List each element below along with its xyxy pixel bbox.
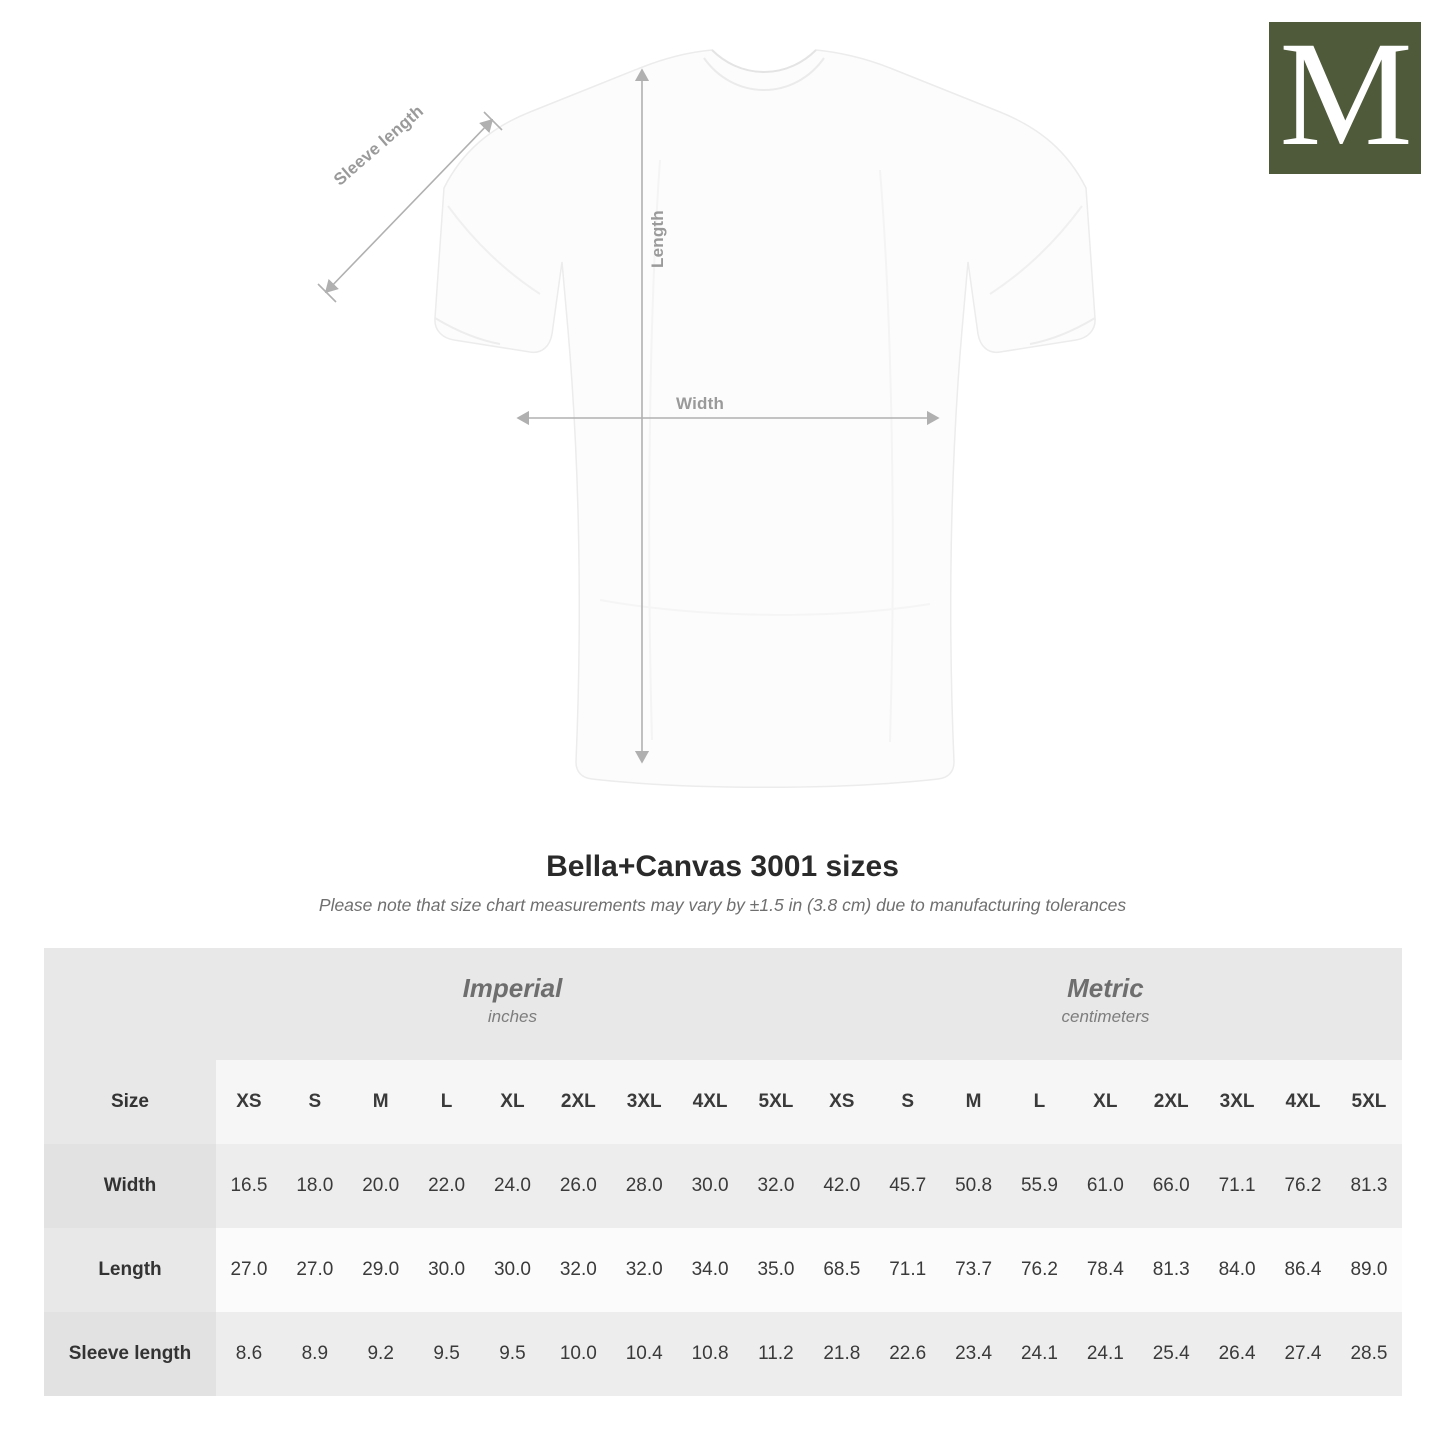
row-label-length: Length: [44, 1228, 216, 1312]
page-subtitle: Please note that size chart measurements may vary by ±1.5 in (3.8 cm) due to manufacturing tolerances: [318, 895, 1127, 915]
cell-length-metric-xl: 78.4: [1072, 1228, 1138, 1312]
cell-length-imperial-2xl: 32.0: [545, 1228, 611, 1312]
unit-imperial-cell: [216, 948, 809, 1060]
size-header-imperial-2xl: 2XL: [545, 1060, 611, 1144]
cell-length-metric-xs: 68.5: [809, 1228, 875, 1312]
cell-length-imperial-m: 29.0: [348, 1228, 414, 1312]
cell-width-metric-xs: 42.0: [809, 1144, 875, 1228]
cell-length-imperial-xl: 30.0: [480, 1228, 546, 1312]
unit-imperial-sub: inches: [487, 1007, 537, 1027]
cell-length-imperial-xs: 27.0: [216, 1228, 282, 1312]
cell-width-imperial-4xl: 30.0: [677, 1144, 743, 1228]
cell-length-metric-4xl: 86.4: [1270, 1228, 1336, 1312]
cell-width-imperial-xl: 24.0: [480, 1144, 546, 1228]
table-row-width: [44, 1144, 1402, 1228]
unit-metric-sub: centimeters: [1061, 1007, 1150, 1027]
cell-width-metric-3xl: 71.1: [1204, 1144, 1270, 1228]
cell-sleeve-metric-xl: 24.1: [1072, 1312, 1138, 1396]
unit-imperial-name: Imperial: [462, 973, 563, 1004]
size-header-imperial-5xl: 5XL: [743, 1060, 809, 1144]
cell-sleeve-imperial-s: 8.9: [282, 1312, 348, 1396]
cell-sleeve-metric-l: 24.1: [1007, 1312, 1073, 1396]
cell-width-imperial-xs: 16.5: [216, 1144, 282, 1228]
size-header-imperial-l: L: [414, 1060, 480, 1144]
cell-sleeve-imperial-2xl: 10.0: [545, 1312, 611, 1396]
size-header-imperial-xl: XL: [480, 1060, 546, 1144]
cell-sleeve-imperial-l: 9.5: [414, 1312, 480, 1396]
size-header-metric-xs: XS: [809, 1060, 875, 1144]
size-header-metric-4xl: 4XL: [1270, 1060, 1336, 1144]
cell-sleeve-metric-xs: 21.8: [809, 1312, 875, 1396]
cell-length-imperial-4xl: 34.0: [677, 1228, 743, 1312]
cell-length-imperial-5xl: 35.0: [743, 1228, 809, 1312]
cell-sleeve-metric-m: 23.4: [941, 1312, 1007, 1396]
size-table-container: [44, 948, 1402, 1396]
cell-sleeve-imperial-xs: 8.6: [216, 1312, 282, 1396]
unit-metric-name: Metric: [1067, 973, 1144, 1004]
cell-width-metric-5xl: 81.3: [1336, 1144, 1402, 1228]
cell-width-imperial-2xl: 26.0: [545, 1144, 611, 1228]
cell-sleeve-imperial-xl: 9.5: [480, 1312, 546, 1396]
cell-sleeve-metric-2xl: 25.4: [1138, 1312, 1204, 1396]
size-table: [44, 948, 1402, 1396]
cell-length-metric-2xl: 81.3: [1138, 1228, 1204, 1312]
cell-length-imperial-3xl: 32.0: [611, 1228, 677, 1312]
size-header-metric-2xl: 2XL: [1138, 1060, 1204, 1144]
unit-metric-cell: [809, 948, 1402, 1060]
cell-sleeve-metric-4xl: 27.4: [1270, 1312, 1336, 1396]
length-label: Length: [648, 210, 667, 268]
cell-width-imperial-l: 22.0: [414, 1144, 480, 1228]
cell-width-metric-4xl: 76.2: [1270, 1144, 1336, 1228]
unit-corner-cell: [44, 948, 216, 1060]
size-header-metric-3xl: 3XL: [1204, 1060, 1270, 1144]
cell-sleeve-imperial-3xl: 10.4: [611, 1312, 677, 1396]
cell-sleeve-metric-s: 22.6: [875, 1312, 941, 1396]
size-header-imperial-xs: XS: [216, 1060, 282, 1144]
table-row-sleeve-length: [44, 1312, 1402, 1396]
cell-width-metric-2xl: 66.0: [1138, 1144, 1204, 1228]
cell-length-metric-3xl: 84.0: [1204, 1228, 1270, 1312]
size-header-metric-5xl: 5XL: [1336, 1060, 1402, 1144]
size-header-metric-xl: XL: [1072, 1060, 1138, 1144]
size-header-metric-m: M: [941, 1060, 1007, 1144]
row-label-sleeve-length: Sleeve length: [44, 1312, 216, 1396]
cell-length-metric-l: 76.2: [1007, 1228, 1073, 1312]
size-header-row: [44, 1060, 1402, 1144]
cell-width-imperial-m: 20.0: [348, 1144, 414, 1228]
cell-width-metric-m: 50.8: [941, 1144, 1007, 1228]
cell-length-metric-5xl: 89.0: [1336, 1228, 1402, 1312]
sleeve-length-label: Sleeve length: [330, 101, 428, 190]
cell-length-imperial-s: 27.0: [282, 1228, 348, 1312]
cell-width-imperial-5xl: 32.0: [743, 1144, 809, 1228]
cell-width-metric-s: 45.7: [875, 1144, 941, 1228]
cell-sleeve-metric-5xl: 28.5: [1336, 1312, 1402, 1396]
size-header-metric-s: S: [875, 1060, 941, 1144]
unit-header-row: [44, 948, 1402, 1060]
width-label: Width: [676, 394, 725, 413]
row-label-width: Width: [44, 1144, 216, 1228]
cell-width-metric-l: 55.9: [1007, 1144, 1073, 1228]
cell-length-metric-m: 73.7: [941, 1228, 1007, 1312]
size-header-imperial-3xl: 3XL: [611, 1060, 677, 1144]
size-header-metric-l: L: [1007, 1060, 1073, 1144]
page-title: Bella+Canvas 3001 sizes: [546, 850, 899, 883]
cell-sleeve-imperial-4xl: 10.8: [677, 1312, 743, 1396]
logo-letter: M: [1279, 11, 1411, 177]
size-header-imperial-4xl: 4XL: [677, 1060, 743, 1144]
cell-sleeve-metric-3xl: 26.4: [1204, 1312, 1270, 1396]
cell-sleeve-imperial-m: 9.2: [348, 1312, 414, 1396]
cell-width-metric-xl: 61.0: [1072, 1144, 1138, 1228]
cell-length-metric-s: 71.1: [875, 1228, 941, 1312]
size-header-imperial-m: M: [348, 1060, 414, 1144]
size-header-imperial-s: S: [282, 1060, 348, 1144]
cell-width-imperial-s: 18.0: [282, 1144, 348, 1228]
cell-sleeve-imperial-5xl: 11.2: [743, 1312, 809, 1396]
table-row-length: [44, 1228, 1402, 1312]
cell-length-imperial-l: 30.0: [414, 1228, 480, 1312]
cell-width-imperial-3xl: 28.0: [611, 1144, 677, 1228]
size-corner-label: Size: [44, 1060, 216, 1144]
